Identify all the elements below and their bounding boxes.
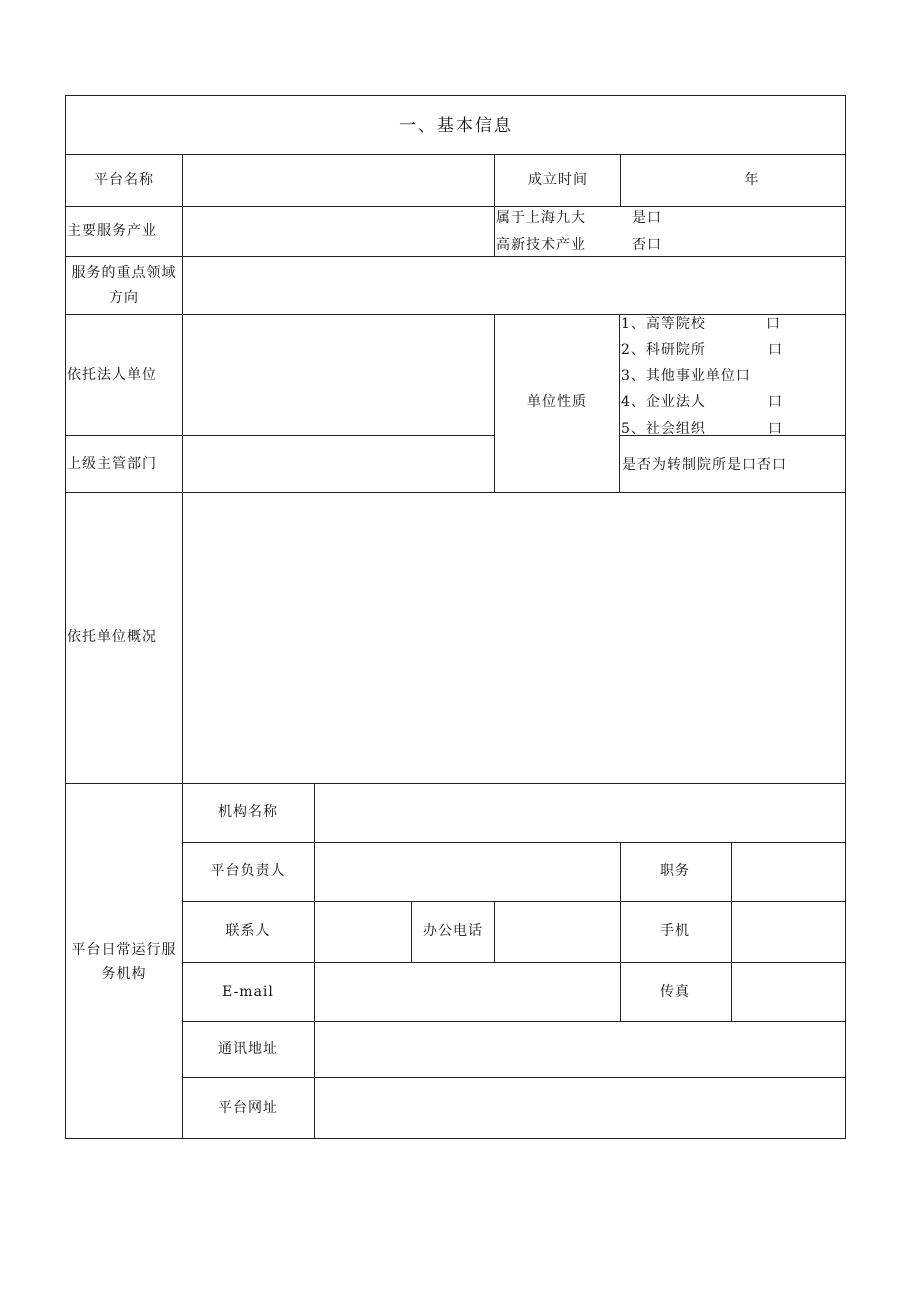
rule bbox=[411, 901, 412, 962]
unit-overview-field[interactable] bbox=[183, 493, 845, 783]
nature-option-checkbox[interactable]: 口 bbox=[768, 394, 783, 410]
org-name-label: 机构名称 bbox=[218, 804, 278, 820]
website-label: 平台网址 bbox=[218, 1100, 278, 1116]
nature-option-checkbox[interactable]: 口 bbox=[768, 342, 783, 358]
contact-person-field[interactable] bbox=[315, 902, 411, 962]
org-section-label-line2: 务机构 bbox=[101, 966, 147, 982]
section-title: 一、基本信息 bbox=[399, 116, 513, 136]
year-unit: 年 bbox=[744, 172, 760, 188]
platform-name-field[interactable] bbox=[183, 155, 494, 206]
rule bbox=[619, 314, 620, 492]
rule bbox=[65, 95, 66, 1139]
email-label: E-mail bbox=[222, 984, 274, 1000]
org-section-label-line1: 平台日常运行服 bbox=[71, 942, 177, 958]
platform-leader-label: 平台负责人 bbox=[210, 863, 286, 879]
hightech-no-checkbox[interactable]: 否口 bbox=[632, 237, 662, 253]
nine-hightech-label-line2: 高新技术产业 bbox=[496, 237, 586, 253]
platform-name-label: 平台名称 bbox=[94, 172, 154, 188]
platform-leader-field[interactable] bbox=[315, 843, 620, 901]
focus-area-label-line1: 服务的重点领域 bbox=[71, 265, 177, 281]
nature-option-text[interactable]: 3、其他事业单位口 bbox=[621, 368, 751, 384]
rule bbox=[620, 842, 621, 1021]
industry-field[interactable] bbox=[183, 207, 494, 256]
contact-person-label: 联系人 bbox=[225, 923, 271, 939]
established-time-label: 成立时间 bbox=[528, 172, 588, 188]
position-field[interactable] bbox=[732, 843, 845, 901]
org-name-field[interactable] bbox=[315, 784, 845, 842]
address-field[interactable] bbox=[315, 1022, 845, 1077]
nature-option-text: 1、高等院校 bbox=[621, 316, 706, 332]
rule bbox=[65, 95, 846, 96]
industry-label: 主要服务产业 bbox=[67, 223, 157, 239]
nature-option-text: 2、科研院所 bbox=[621, 342, 706, 358]
focus-area-label-line2: 方向 bbox=[109, 290, 139, 306]
nature-option-checkbox[interactable]: 口 bbox=[766, 316, 781, 332]
office-phone-label: 办公电话 bbox=[423, 923, 483, 939]
nature-option-text: 4、企业法人 bbox=[621, 394, 706, 410]
rule bbox=[494, 314, 495, 492]
legal-unit-field[interactable] bbox=[183, 315, 494, 435]
superior-dept-field[interactable] bbox=[183, 436, 494, 492]
superior-dept-label: 上级主管部门 bbox=[67, 456, 157, 472]
nature-option-text: 5、社会组织 bbox=[621, 421, 706, 437]
rule bbox=[494, 154, 495, 256]
focus-area-field[interactable] bbox=[183, 257, 845, 314]
fax-label: 传真 bbox=[660, 984, 690, 1000]
established-time-field[interactable] bbox=[621, 155, 845, 206]
website-field[interactable] bbox=[315, 1078, 845, 1138]
rule bbox=[845, 95, 846, 1139]
email-field[interactable] bbox=[315, 963, 620, 1021]
position-label: 职务 bbox=[660, 863, 690, 879]
address-label: 通讯地址 bbox=[218, 1041, 278, 1057]
fax-field[interactable] bbox=[732, 963, 845, 1021]
transformed-institute-question[interactable]: 是否为转制院所是口否口 bbox=[622, 457, 787, 473]
hightech-yes-checkbox[interactable]: 是口 bbox=[632, 210, 662, 226]
nine-hightech-label-line1: 属于上海九大 bbox=[496, 210, 586, 226]
unit-overview-label: 依托单位概况 bbox=[67, 629, 157, 645]
office-phone-field[interactable] bbox=[495, 902, 620, 962]
mobile-label: 手机 bbox=[660, 923, 690, 939]
mobile-field[interactable] bbox=[732, 902, 845, 962]
nature-option-checkbox[interactable]: 口 bbox=[768, 421, 783, 437]
unit-nature-label: 单位性质 bbox=[527, 394, 587, 410]
legal-unit-label: 依托法人单位 bbox=[67, 367, 157, 383]
